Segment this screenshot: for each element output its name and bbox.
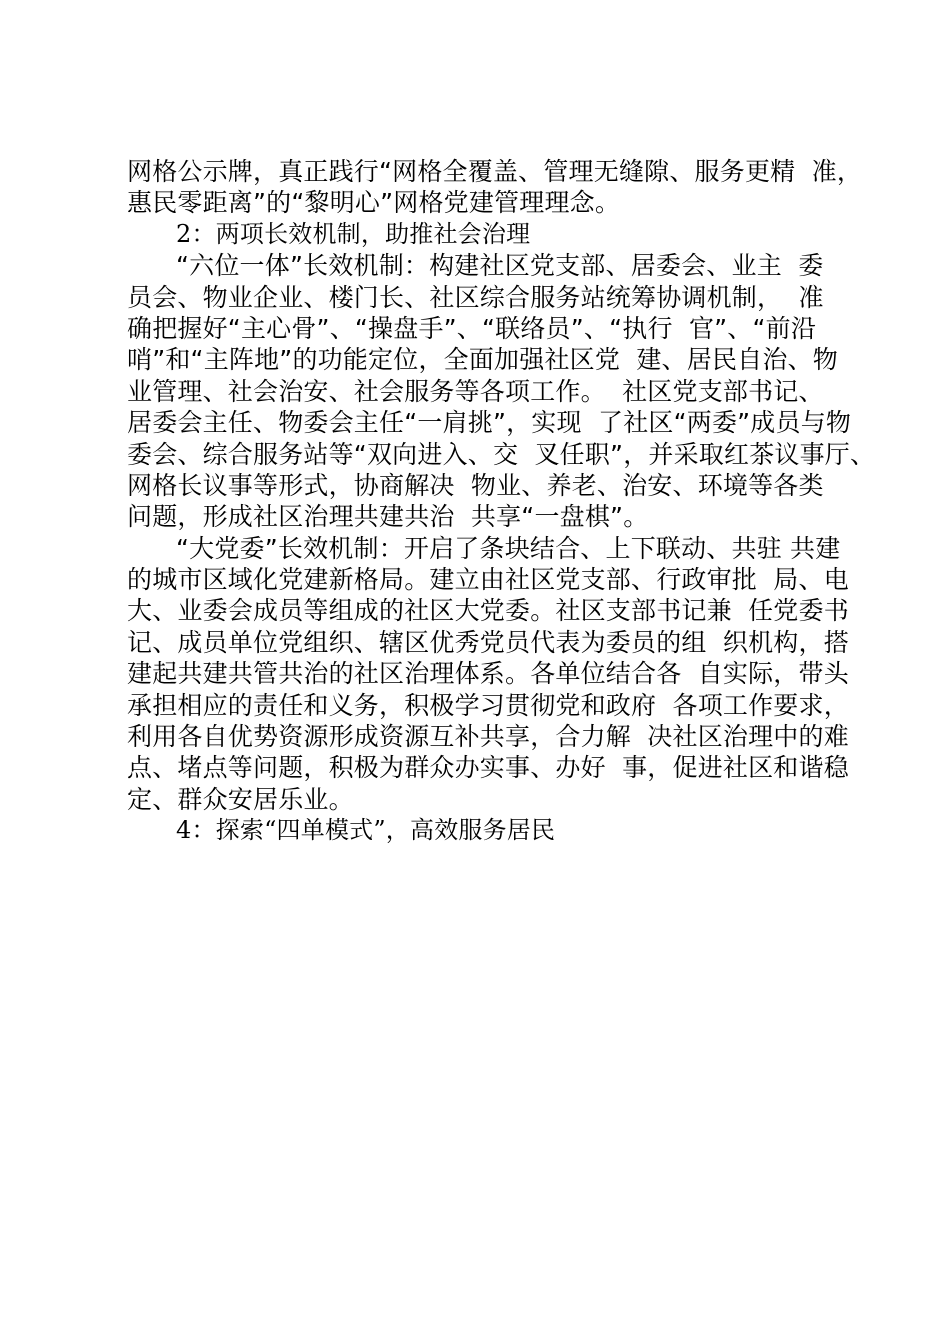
paragraph-1-line: 网格长议事等形式，协商解决 物业、养老、治安、环境等各类 — [127, 470, 824, 500]
paragraph-1-line: 居委会主任、物委会主任“一肩挑”，实现 了社区“两委”成员与物 — [127, 408, 852, 438]
paragraph-2-line: 承担相应的责任和义务，积极学习贯彻党和政府 各项工作要求， — [127, 690, 849, 720]
intro-line: 惠民零距离”的“黎明心”网格党建管理理念。 — [127, 188, 621, 218]
paragraph-2-line: 的城市区域化党建新格局。建立由社区党支部、行政审批 局、电 — [127, 565, 849, 595]
paragraph-2-line: 建起共建共管共治的社区治理体系。各单位结合各 自实际，带头 — [127, 659, 849, 689]
paragraph-1-line: 委会、综合服务站等“双向进入、交 叉任职”，并采取红茶议事厅、 — [127, 439, 876, 469]
paragraph-2-line: 记、成员单位党组织、辖区优秀党员代表为委员的组 织机构，搭 — [127, 627, 849, 657]
paragraph-1-line: “六位一体”长效机制：构建社区党支部、居委会、业主 委 — [176, 251, 824, 281]
paragraph-2-line: 利用各自优势资源形成资源互补共享，合力解 决社区治理中的难 — [127, 722, 849, 752]
paragraph-2-line: “大党委”长效机制：开启了条块结合、上下联动、共驻 共建 — [176, 533, 841, 563]
section-heading-2: 2：两项长效机制，助推社会治理 — [176, 219, 531, 248]
paragraph-1-line: 业管理、社会治安、社会服务等各项工作。 社区党支部书记、 — [127, 376, 824, 406]
section-heading-4: 4：探索“四单模式”，高效服务居民 — [176, 816, 556, 845]
paragraph-1-line: 问题，形成社区治理共建共治 共享“一盘棋”。 — [127, 502, 649, 532]
intro-line: 网格公示牌，真正践行“网格全覆盖、管理无缝隙、服务更精 准， — [127, 157, 863, 186]
paragraph-1-line: 员会、物业企业、楼门长、社区综合服务站统筹协调机制， 准 — [127, 282, 824, 312]
paragraph-2-line: 定、群众安居乐业。 — [127, 784, 354, 814]
document-body — [127, 156, 876, 847]
paragraph-1-line: 哨”和“主阵地”的功能定位，全面加强社区党 建、居民自治、物 — [127, 345, 838, 375]
paragraph-1-line: 确把握好“主心骨”、“操盘手”、“联络员”、“执行 官”、“前沿 — [127, 313, 817, 343]
paragraph-2-line: 大、业委会成员等组成的社区大党委。社区支部书记兼 任党委书 — [127, 596, 849, 626]
paragraph-2-line: 点、堵点等问题，积极为群众办实事、办好 事，促进社区和谐稳 — [127, 753, 849, 783]
